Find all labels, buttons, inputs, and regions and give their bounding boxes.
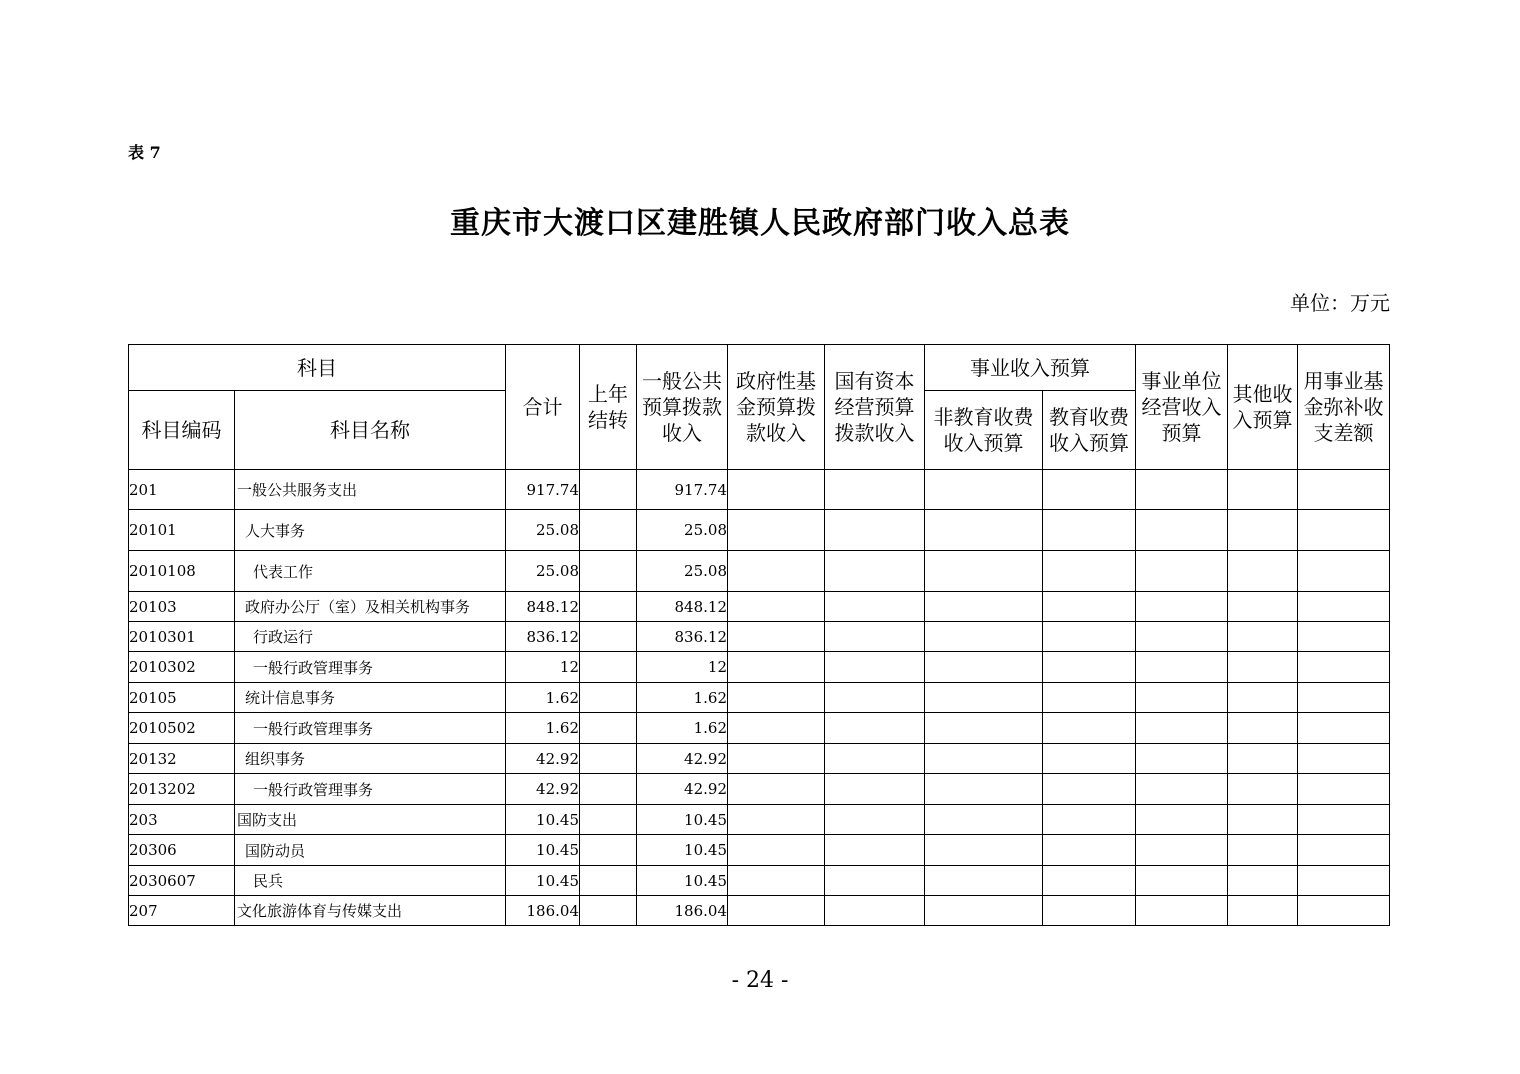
- unit-label: 单位：万元: [1290, 291, 1390, 315]
- empty-cell: [825, 774, 925, 805]
- empty-cell: [825, 713, 925, 744]
- empty-cell: [1228, 510, 1298, 551]
- empty-cell: [1136, 551, 1228, 592]
- empty-cell: [728, 470, 825, 510]
- empty-cell: [925, 774, 1043, 805]
- empty-cell: [1228, 470, 1298, 510]
- total-value: 10.45: [506, 866, 580, 896]
- empty-cell: [1228, 652, 1298, 683]
- subject-name: 组织事务: [235, 744, 506, 774]
- empty-cell: [1228, 622, 1298, 652]
- general-budget-value: 10.45: [637, 805, 728, 835]
- empty-cell: [1043, 896, 1136, 926]
- page-number: - 24 -: [731, 968, 789, 993]
- empty-cell: [1298, 774, 1390, 805]
- empty-cell: [825, 866, 925, 896]
- subject-code: 207: [129, 896, 235, 926]
- header-edu-fee: 教育收费收入预算: [1043, 391, 1136, 470]
- empty-cell: [925, 551, 1043, 592]
- general-budget-value: 917.74: [637, 470, 728, 510]
- general-budget-value: 42.92: [637, 744, 728, 774]
- empty-cell: [1228, 683, 1298, 713]
- empty-cell: [1298, 896, 1390, 926]
- total-value: 42.92: [506, 744, 580, 774]
- empty-cell: [1228, 866, 1298, 896]
- empty-cell: [728, 774, 825, 805]
- header-carryover: 上年结转: [580, 345, 637, 470]
- empty-cell: [1228, 774, 1298, 805]
- empty-cell: [1136, 470, 1228, 510]
- empty-cell: [1228, 744, 1298, 774]
- empty-cell: [1298, 592, 1390, 622]
- general-budget-value: 42.92: [637, 774, 728, 805]
- empty-cell: [1228, 713, 1298, 744]
- empty-cell: [580, 896, 637, 926]
- empty-cell: [825, 592, 925, 622]
- empty-cell: [925, 622, 1043, 652]
- empty-cell: [728, 592, 825, 622]
- empty-cell: [925, 744, 1043, 774]
- empty-cell: [728, 713, 825, 744]
- total-value: 917.74: [506, 470, 580, 510]
- empty-cell: [1136, 652, 1228, 683]
- table-row: [129, 805, 1390, 835]
- empty-cell: [925, 835, 1043, 866]
- empty-cell: [1228, 835, 1298, 866]
- subject-code: 203: [129, 805, 235, 835]
- table-row: [129, 683, 1390, 713]
- empty-cell: [728, 866, 825, 896]
- empty-cell: [728, 805, 825, 835]
- empty-cell: [1298, 835, 1390, 866]
- header-other-income: 其他收入预算: [1228, 345, 1298, 470]
- general-budget-value: 10.45: [637, 835, 728, 866]
- empty-cell: [580, 744, 637, 774]
- general-budget-value: 1.62: [637, 713, 728, 744]
- empty-cell: [825, 896, 925, 926]
- empty-cell: [580, 551, 637, 592]
- empty-cell: [1298, 713, 1390, 744]
- subject-name: 一般行政管理事务: [235, 713, 506, 744]
- subject-code: 2030607: [129, 866, 235, 896]
- empty-cell: [1043, 866, 1136, 896]
- subject-code: 20132: [129, 744, 235, 774]
- subject-name: 行政运行: [235, 622, 506, 652]
- subject-name: 一般行政管理事务: [235, 774, 506, 805]
- subject-name: 国防支出: [235, 805, 506, 835]
- table-row: [129, 713, 1390, 744]
- empty-cell: [1043, 774, 1136, 805]
- empty-cell: [825, 805, 925, 835]
- header-non-edu-fee: 非教育收费收入预算: [925, 391, 1043, 470]
- empty-cell: [825, 622, 925, 652]
- empty-cell: [925, 713, 1043, 744]
- empty-cell: [1228, 805, 1298, 835]
- subject-code: 20306: [129, 835, 235, 866]
- empty-cell: [728, 683, 825, 713]
- empty-cell: [1298, 470, 1390, 510]
- total-value: 1.62: [506, 713, 580, 744]
- subject-name: 民兵: [235, 866, 506, 896]
- subject-code: 20103: [129, 592, 235, 622]
- empty-cell: [1043, 744, 1136, 774]
- general-budget-value: 10.45: [637, 866, 728, 896]
- empty-cell: [580, 713, 637, 744]
- empty-cell: [1136, 805, 1228, 835]
- empty-cell: [1136, 713, 1228, 744]
- empty-cell: [580, 652, 637, 683]
- empty-cell: [825, 510, 925, 551]
- general-budget-value: 848.12: [637, 592, 728, 622]
- empty-cell: [1298, 622, 1390, 652]
- empty-cell: [1043, 835, 1136, 866]
- subject-code: 20101: [129, 510, 235, 551]
- empty-cell: [1043, 470, 1136, 510]
- empty-cell: [925, 683, 1043, 713]
- empty-cell: [825, 652, 925, 683]
- general-budget-value: 186.04: [637, 896, 728, 926]
- page-title: 重庆市大渡口区建胜镇人民政府部门收入总表: [450, 206, 1070, 241]
- empty-cell: [728, 835, 825, 866]
- total-value: 25.08: [506, 510, 580, 551]
- empty-cell: [580, 622, 637, 652]
- empty-cell: [1298, 510, 1390, 551]
- empty-cell: [728, 744, 825, 774]
- header-subject: 科目: [129, 345, 506, 391]
- table-row: [129, 866, 1390, 896]
- empty-cell: [1298, 805, 1390, 835]
- table-row: [129, 835, 1390, 866]
- subject-name: 一般公共服务支出: [235, 470, 506, 510]
- empty-cell: [1136, 683, 1228, 713]
- header-subject-name: 科目名称: [235, 391, 506, 470]
- empty-cell: [925, 592, 1043, 622]
- empty-cell: [1136, 592, 1228, 622]
- empty-cell: [1136, 510, 1228, 551]
- table-row: [129, 551, 1390, 592]
- header-career-income: 事业收入预算: [925, 345, 1136, 391]
- empty-cell: [825, 835, 925, 866]
- income-table: [128, 344, 1390, 926]
- header-state-capital: 国有资本经营预算拨款收入: [825, 345, 925, 470]
- empty-cell: [1136, 774, 1228, 805]
- empty-cell: [1043, 652, 1136, 683]
- empty-cell: [925, 510, 1043, 551]
- total-value: 42.92: [506, 774, 580, 805]
- subject-name: 国防动员: [235, 835, 506, 866]
- empty-cell: [925, 805, 1043, 835]
- subject-name: 人大事务: [235, 510, 506, 551]
- general-budget-value: 836.12: [637, 622, 728, 652]
- table-row: [129, 510, 1390, 551]
- header-total: 合计: [506, 345, 580, 470]
- total-value: 836.12: [506, 622, 580, 652]
- empty-cell: [580, 470, 637, 510]
- total-value: 12: [506, 652, 580, 683]
- empty-cell: [1228, 551, 1298, 592]
- empty-cell: [1136, 835, 1228, 866]
- subject-code: 2010301: [129, 622, 235, 652]
- header-subject-code: 科目编码: [129, 391, 235, 470]
- subject-code: 20105: [129, 683, 235, 713]
- empty-cell: [580, 592, 637, 622]
- subject-code: 201: [129, 470, 235, 510]
- empty-cell: [1043, 622, 1136, 652]
- total-value: 10.45: [506, 835, 580, 866]
- empty-cell: [1298, 866, 1390, 896]
- table-row: [129, 774, 1390, 805]
- empty-cell: [728, 510, 825, 551]
- table-label: 表 7: [128, 143, 161, 162]
- empty-cell: [1136, 866, 1228, 896]
- general-budget-value: 25.08: [637, 510, 728, 551]
- subject-code: 2010302: [129, 652, 235, 683]
- table-row: [129, 622, 1390, 652]
- table-row: [129, 744, 1390, 774]
- subject-code: 2013202: [129, 774, 235, 805]
- header-general-budget: 一般公共预算拨款收入: [637, 345, 728, 470]
- empty-cell: [1043, 551, 1136, 592]
- empty-cell: [728, 896, 825, 926]
- header-gov-fund: 政府性基金预算拨款收入: [728, 345, 825, 470]
- total-value: 25.08: [506, 551, 580, 592]
- header-fund-supplement: 用事业基金弥补收支差额: [1298, 345, 1390, 470]
- empty-cell: [825, 551, 925, 592]
- empty-cell: [825, 744, 925, 774]
- general-budget-value: 12: [637, 652, 728, 683]
- total-value: 1.62: [506, 683, 580, 713]
- empty-cell: [1298, 683, 1390, 713]
- empty-cell: [580, 805, 637, 835]
- subject-name: 政府办公厅（室）及相关机构事务: [235, 592, 506, 622]
- empty-cell: [1298, 551, 1390, 592]
- empty-cell: [580, 866, 637, 896]
- total-value: 10.45: [506, 805, 580, 835]
- empty-cell: [728, 622, 825, 652]
- table-row: [129, 896, 1390, 926]
- empty-cell: [1228, 592, 1298, 622]
- subject-name: 代表工作: [235, 551, 506, 592]
- empty-cell: [1298, 652, 1390, 683]
- empty-cell: [1298, 744, 1390, 774]
- empty-cell: [580, 683, 637, 713]
- subject-code: 2010108: [129, 551, 235, 592]
- empty-cell: [728, 652, 825, 683]
- empty-cell: [825, 683, 925, 713]
- empty-cell: [1136, 622, 1228, 652]
- table-row: [129, 592, 1390, 622]
- subject-code: 2010502: [129, 713, 235, 744]
- empty-cell: [925, 652, 1043, 683]
- empty-cell: [1043, 510, 1136, 551]
- subject-name: 文化旅游体育与传媒支出: [235, 896, 506, 926]
- header-unit-operating: 事业单位经营收入预算: [1136, 345, 1228, 470]
- empty-cell: [925, 866, 1043, 896]
- empty-cell: [580, 835, 637, 866]
- table-row: [129, 470, 1390, 510]
- subject-name: 统计信息事务: [235, 683, 506, 713]
- empty-cell: [728, 551, 825, 592]
- empty-cell: [1043, 805, 1136, 835]
- empty-cell: [1043, 592, 1136, 622]
- empty-cell: [580, 510, 637, 551]
- total-value: 186.04: [506, 896, 580, 926]
- empty-cell: [1136, 896, 1228, 926]
- table-row: [129, 652, 1390, 683]
- empty-cell: [925, 896, 1043, 926]
- total-value: 848.12: [506, 592, 580, 622]
- empty-cell: [580, 774, 637, 805]
- general-budget-value: 1.62: [637, 683, 728, 713]
- empty-cell: [1043, 713, 1136, 744]
- empty-cell: [1228, 896, 1298, 926]
- empty-cell: [1136, 744, 1228, 774]
- subject-name: 一般行政管理事务: [235, 652, 506, 683]
- empty-cell: [1043, 683, 1136, 713]
- general-budget-value: 25.08: [637, 551, 728, 592]
- empty-cell: [825, 470, 925, 510]
- empty-cell: [925, 470, 1043, 510]
